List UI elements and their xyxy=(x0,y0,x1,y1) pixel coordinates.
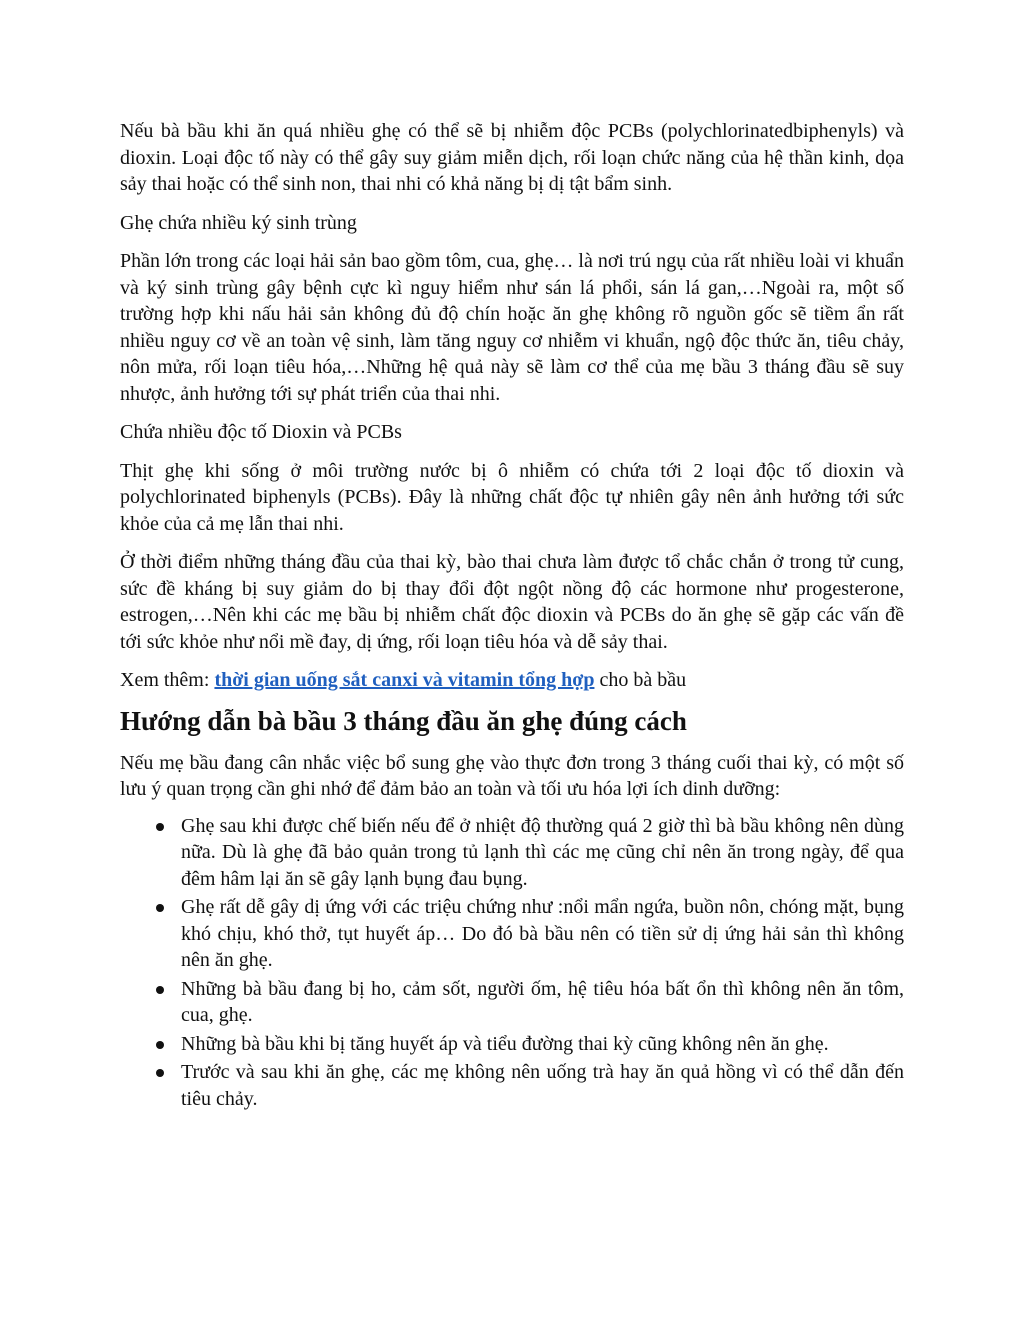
paragraph-parasite: Phần lớn trong các loại hải sản bao gồm tôm, cua, ghẹ… là nơi trú ngụ của rất nhiều loài vi khuẩn và ký sinh trùng gây bệnh cực kì nguy hiểm như sán lá phổi, sán lá gan,…Ngoài ra, một số trường hợp khi nấu hải sản không đủ độ chín hoặc ăn ghẹ không rõ nguồn gốc sẽ tiềm ẩn rất nhiều nguy cơ về an toàn vệ sinh, làm tăng nguy cơ nhiễm vi khuẩn, ngộ độc thức ăn, tiêu chảy, nôn mửa, rối loạn tiêu hóa,…Những hệ quả này sẽ làm cơ thể của mẹ bầu 3 tháng đầu sẽ suy nhược, ảnh hưởng tới sự phát triển của thai nhi. xyxy=(120,250,904,405)
bullet-icon xyxy=(156,986,164,994)
list-item-text: Ghẹ sau khi được chế biến nếu để ở nhiệt độ thường quá 2 giờ thì bà bầu không nên dùng nữa. Dù là ghẹ đã bảo quản trong tủ lạnh thì các mẹ cũng chỉ nên ăn trong ngày, để qua đêm hâm lại ăn sẽ gây lạnh bụng đau bụng. xyxy=(181,814,904,890)
guideline-list xyxy=(120,813,904,1113)
section-intro: Nếu mẹ bầu đang cân nhắc việc bổ sung ghẹ vào thực đơn trong 3 tháng cuối thai kỳ, có một số lưu ý quan trọng cần ghi nhớ để đảm bảo an toàn và tối ưu hóa lợi ích dinh dưỡng: xyxy=(120,751,904,800)
list-item-text: Những bà bầu đang bị ho, cảm sốt, người ốm, hệ tiêu hóa bất ổn thì không nên ăn tôm, cua, ghẹ. xyxy=(181,977,904,1026)
see-also-suffix: cho bà bầu xyxy=(594,669,687,691)
list-item xyxy=(120,1031,904,1058)
list-item-text: Những bà bầu khi bị tăng huyết áp và tiểu đường thai kỳ cũng không nên ăn ghẹ. xyxy=(181,1032,829,1055)
paragraph-first-trimester: Ở thời điểm những tháng đầu của thai kỳ, bào thai chưa làm được tổ chắc chắn ở trong tử cung, sức đề kháng bị suy giảm do bị thay đổi đột ngột nồng độ các hormone như progesterone, estrogen,…Nên khi các mẹ bầu bị nhiễm chất độc dioxin và PCBs do ăn ghẹ sẽ gặp các vấn đề tới sức khỏe như nổi mề đay, dị ứng, rối loạn tiêu hóa và dễ sảy thai. xyxy=(120,551,904,653)
see-also-link[interactable]: thời gian uống sắt canxi và vitamin tổng hợp xyxy=(214,669,595,691)
bullet-icon xyxy=(156,1069,164,1077)
document-page xyxy=(120,118,904,1114)
paragraph-toxin: Thịt ghẹ khi sống ở môi trường nước bị ô nhiễm có chứa tới 2 loại độc tố dioxin và polychlorinated biphenyls (PCBs). Đây là những chất độc tự nhiên gây nên ảnh hưởng tới sức khỏe của cả mẹ lẫn thai nhi. xyxy=(120,459,904,535)
see-also-prefix: Xem thêm: xyxy=(120,669,215,691)
list-item xyxy=(120,894,904,974)
see-also-line xyxy=(120,667,904,694)
bullet-icon xyxy=(156,823,164,831)
list-item-text: Ghẹ rất dễ gây dị ứng với các triệu chứng như :nổi mẩn ngứa, buồn nôn, chóng mặt, bụng khó chịu, khó thở, tụt huyết áp… Do đó bà bầu nên có tiền sử dị ứng hải sản thì không nên ăn ghẹ. xyxy=(181,896,904,971)
bullet-icon xyxy=(156,904,164,912)
section-heading: Hướng dẫn bà bầu 3 tháng đầu ăn ghẹ đúng cách xyxy=(120,705,687,736)
list-item xyxy=(120,813,904,893)
paragraph-pcbs-risk: Nếu bà bầu khi ăn quá nhiều ghẹ có thể sẽ bị nhiễm độc PCBs (polychlorinatedbiphenyls) và dioxin. Loại độc tố này có thể gây suy giảm miễn dịch, rối loạn chức năng của hệ thần kinh, dọa sảy thai hoặc có thể sinh non, thai nhi có khả năng bị dị tật bẩm sinh. xyxy=(120,120,904,195)
subheading-parasite: Ghẹ chứa nhiều ký sinh trùng xyxy=(120,211,357,234)
bullet-icon xyxy=(156,1041,164,1049)
list-item xyxy=(120,1059,904,1112)
subheading-toxin: Chứa nhiều độc tố Dioxin và PCBs xyxy=(120,421,402,443)
list-item-text: Trước và sau khi ăn ghẹ, các mẹ không nên uống trà hay ăn quả hồng vì có thể dẫn đến tiêu chảy. xyxy=(181,1061,904,1110)
list-item xyxy=(120,976,904,1029)
